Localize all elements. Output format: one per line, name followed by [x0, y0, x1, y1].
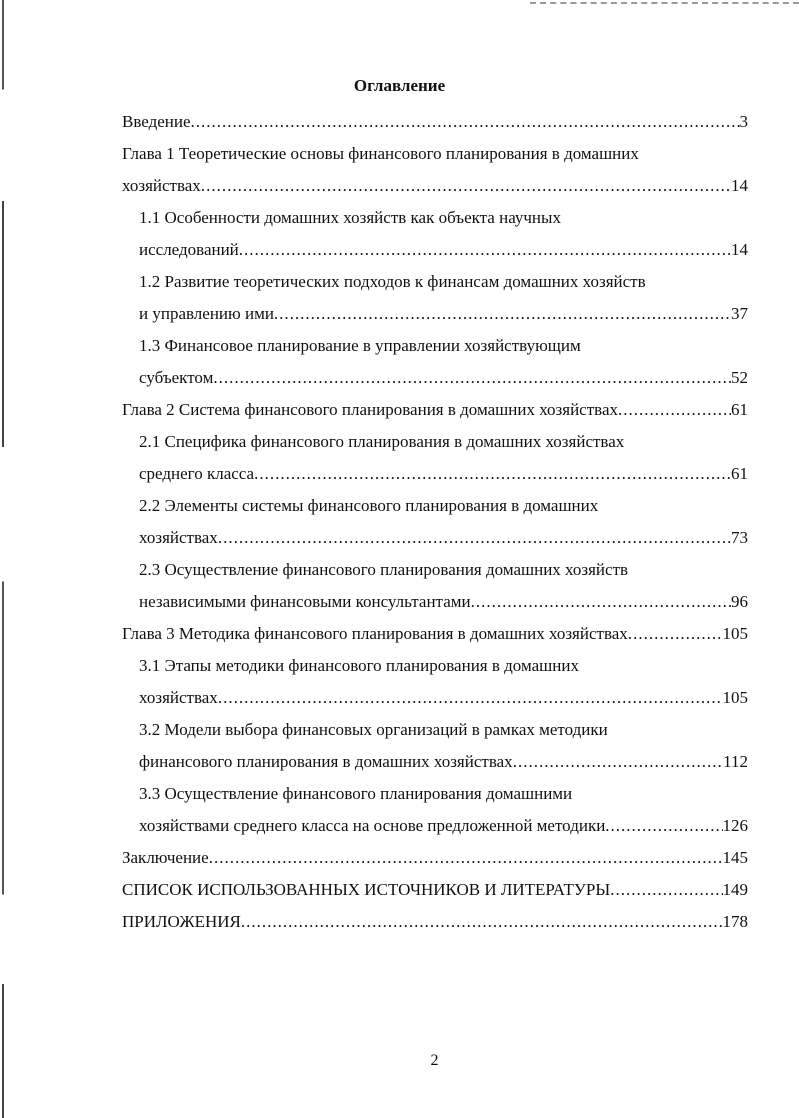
page-number: 2	[430, 1052, 439, 1069]
toc-entry-2-2[interactable]: 2.2 Элементы системы финансового планирования в домашних	[139, 496, 599, 515]
toc-page-number: 61	[731, 400, 748, 419]
scan-edge-left	[2, 0, 4, 1118]
toc-page-number: 105	[722, 688, 748, 707]
toc-leader-dots	[213, 362, 731, 394]
toc-entry-3-3[interactable]: 3.3 Осуществление финансового планирования домашними	[139, 784, 573, 803]
toc-entry-appendices[interactable]	[122, 906, 748, 938]
toc-entry-text: финансового планирования в домашних хозяйствах	[139, 752, 513, 771]
toc-entry-3-2[interactable]: 3.2 Модели выбора финансовых организаций в рамках методики	[139, 720, 608, 739]
toc-entry-conclusion[interactable]	[122, 842, 748, 874]
toc-entry-chapter-3[interactable]	[122, 618, 748, 650]
toc-page-number: 61	[731, 464, 748, 483]
toc-leader-dots	[618, 394, 731, 426]
toc-entry-2-3[interactable]: 2.3 Осуществление финансового планирования домашних хозяйств	[139, 560, 629, 579]
toc-entry-1-2[interactable]: 1.2 Развитие теоретических подходов к финансам домашних хозяйств	[139, 272, 646, 291]
toc-leader-dots	[191, 106, 740, 138]
toc-page-number: 105	[722, 624, 748, 643]
toc-entry-2-1-cont[interactable]	[122, 458, 748, 490]
toc-entry-chapter-1[interactable]: Глава 1 Теоретические основы финансового планирования в домашних	[122, 144, 639, 163]
toc-entry-2-3-cont[interactable]	[122, 586, 748, 618]
toc-leader-dots	[274, 298, 731, 330]
toc-leader-dots	[218, 682, 723, 714]
toc-entry-text: исследований	[139, 240, 239, 259]
toc-page-number: 52	[731, 368, 748, 387]
toc-entry-chapter-1-cont[interactable]	[122, 170, 748, 202]
toc-entry-introduction[interactable]	[122, 106, 748, 138]
toc-page-number: 178	[722, 912, 748, 931]
toc-entry-references[interactable]	[122, 874, 748, 906]
toc-entry-1-1[interactable]: 1.1 Особенности домашних хозяйств как объекта научных	[139, 208, 561, 227]
toc-leader-dots	[610, 874, 722, 906]
toc-page-number: 14	[731, 240, 748, 259]
toc-entry-1-2-cont[interactable]	[122, 298, 748, 330]
toc-entry-text: Введение	[122, 112, 191, 131]
toc-page-number: 73	[731, 528, 748, 547]
toc-entry-text: субъектом	[139, 368, 214, 387]
toc-page-number: 96	[731, 592, 748, 611]
toc-entry-text: Заключение	[122, 848, 209, 867]
toc-entry-1-1-cont[interactable]	[122, 234, 748, 266]
toc-leader-dots	[239, 234, 731, 266]
toc-leader-dots	[628, 618, 723, 650]
toc-leader-dots	[201, 170, 731, 202]
toc-leader-dots	[209, 842, 723, 874]
toc-entry-3-1[interactable]: 3.1 Этапы методики финансового планирования в домашних	[139, 656, 579, 675]
table-of-contents	[122, 106, 748, 938]
toc-entry-text: хозяйствах	[139, 688, 218, 707]
toc-page-number: 145	[722, 848, 748, 867]
toc-entry-text: СПИСОК ИСПОЛЬЗОВАННЫХ ИСТОЧНИКОВ И ЛИТЕРАТУРЫ	[122, 880, 611, 899]
toc-entry-3-2-cont[interactable]	[122, 746, 748, 778]
toc-entry-1-3-cont[interactable]	[122, 362, 748, 394]
toc-entry-text: хозяйствах	[122, 176, 201, 195]
toc-entry-chapter-2[interactable]	[122, 394, 748, 426]
toc-entry-text: хозяйствах	[139, 528, 218, 547]
toc-page-number: 3	[739, 112, 748, 131]
toc-entry-text: ПРИЛОЖЕНИЯ	[122, 912, 241, 931]
toc-entry-3-1-cont[interactable]	[122, 682, 748, 714]
toc-entry-text: и управлению ими	[139, 304, 274, 323]
toc-page-number: 112	[723, 752, 748, 771]
toc-leader-dots	[605, 810, 722, 842]
scan-edge-top	[530, 2, 799, 4]
toc-entry-text: независимыми финансовыми консультантами	[139, 592, 471, 611]
toc-leader-dots	[471, 586, 731, 618]
toc-entry-text: Глава 2 Система финансового планирования в домашних хозяйствах	[122, 400, 618, 419]
toc-entry-2-2-cont[interactable]	[122, 522, 748, 554]
toc-title: Оглавление	[353, 76, 446, 95]
toc-leader-dots	[218, 522, 731, 554]
toc-leader-dots	[241, 906, 723, 938]
toc-entry-3-3-cont[interactable]	[122, 810, 748, 842]
toc-page-number: 126	[722, 816, 748, 835]
toc-page-number: 14	[731, 176, 748, 195]
toc-entry-text: хозяйствами среднего класса на основе предложенной методики	[139, 816, 606, 835]
toc-page-number: 149	[722, 880, 748, 899]
toc-entry-text: среднего класса	[139, 464, 255, 483]
toc-leader-dots	[513, 746, 723, 778]
toc-entry-1-3[interactable]: 1.3 Финансовое планирование в управлении хозяйствующим	[139, 336, 581, 355]
toc-entry-text: Глава 3 Методика финансового планирования в домашних хозяйствах	[122, 624, 628, 643]
toc-entry-2-1[interactable]: 2.1 Специфика финансового планирования в домашних хозяйствах	[139, 432, 625, 451]
toc-page-number: 37	[731, 304, 748, 323]
toc-leader-dots	[254, 458, 731, 490]
